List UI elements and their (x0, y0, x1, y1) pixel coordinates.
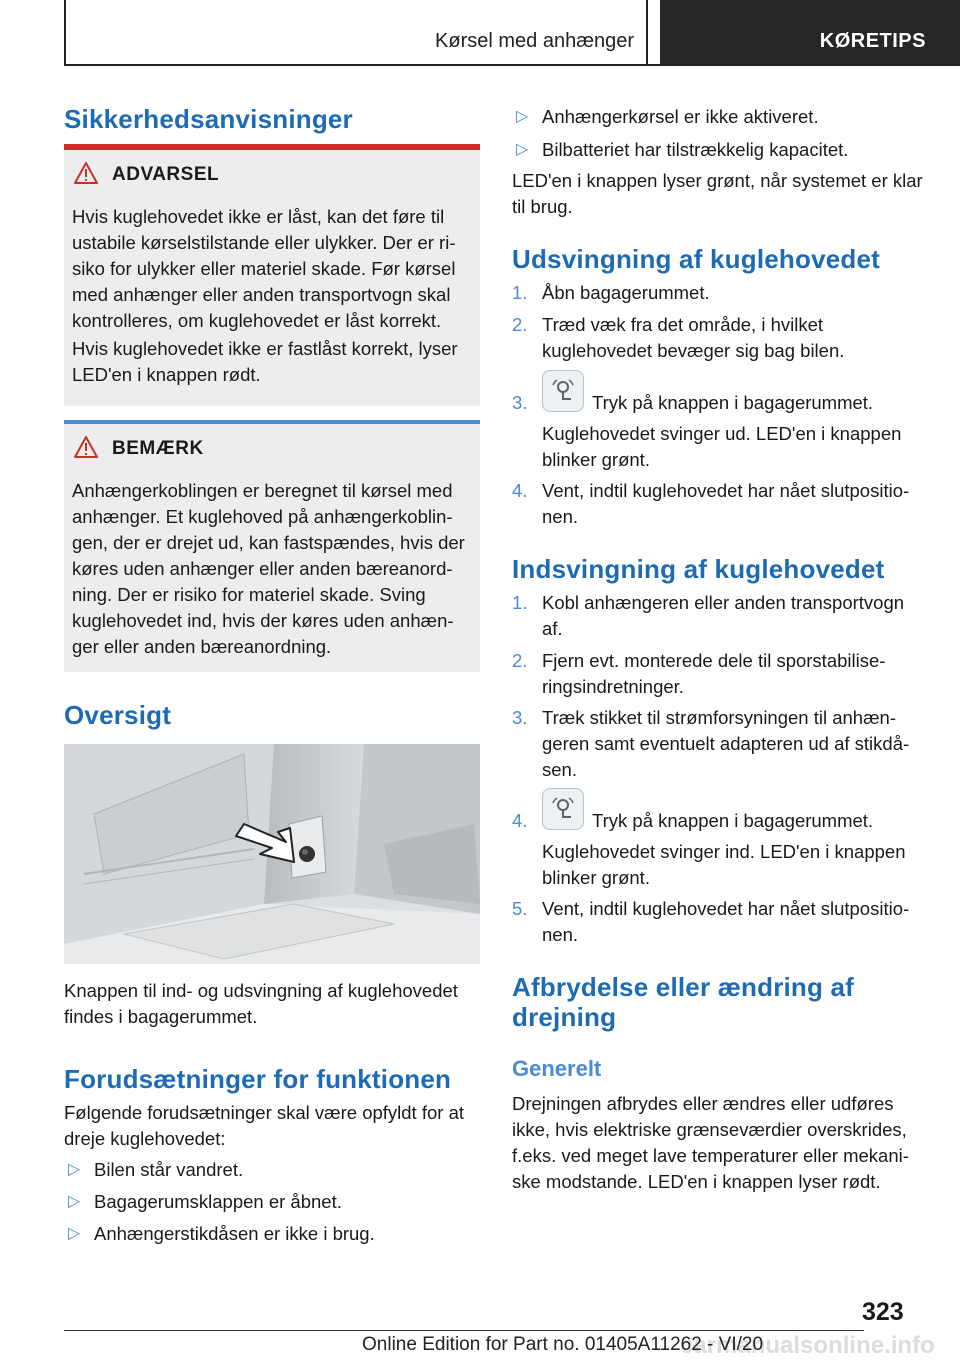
triangle-bullet-icon: ▷ (68, 1225, 81, 1242)
step-number: 2. (512, 314, 528, 335)
photo-caption: Knappen til ind- og udsvingning af kuglehovedet findes i bagagerummet. (64, 980, 458, 1027)
footer-rule (64, 1330, 864, 1331)
step-text: Fjern evt. monterede dele til sporstabilise-ringsindretninger. (542, 650, 886, 697)
warning-icon (74, 162, 98, 184)
step-text: Træd væk fra det område, i hvilket kuglehovedet bevæger sig bag bilen. (542, 314, 845, 361)
trunk-photo (64, 744, 480, 964)
step-number: 3. (512, 707, 528, 728)
notice-box (64, 424, 480, 672)
triangle-bullet-icon: ▷ (516, 141, 529, 158)
step-number: 3. (512, 392, 528, 413)
step-number: 2. (512, 650, 528, 671)
warning-paragraph-1: Hvis kuglehovedet ikke er låst, kan det føre til ustabile kørselstilstande eller ulykker. Der er ri-siko for ulykker eller materiel skade. Før kørsel med anhænger eller anden transportvogn skal kontrolleres, om kuglehovedet er låst korrekt. (72, 206, 456, 331)
watermark: carmanualsonline.info (680, 1332, 935, 1359)
bullet-text: Bilbatteriet har tilstrækkelig kapacitet. (542, 139, 849, 160)
header-rule (64, 64, 960, 66)
header-chapter-tab (660, 0, 960, 66)
header-section-box (64, 0, 648, 64)
step-number: 4. (512, 480, 528, 501)
step-number: 4. (512, 810, 528, 831)
heading-prerequisites: Forudsætninger for funktionen (64, 1064, 452, 1094)
page-header (0, 0, 960, 66)
bullet-text: Anhængerkørsel er ikke aktiveret. (542, 106, 819, 127)
prerequisites-intro: Følgende forudsætninger skal være opfyldt for at dreje kuglehovedet: (64, 1102, 464, 1149)
general-text: Drejningen afbrydes eller ændres eller udføres ikke, hvis elektriske grænseværdier overskrides, f.eks. ved meget lave temperaturer eller mekani-ske modstande. LED'en i knappen lyser rødt. (512, 1093, 909, 1192)
notice-icon (74, 436, 98, 458)
tow-hitch-button-icon (542, 370, 584, 412)
step-text: Tryk på knappen i bagagerummet. (592, 810, 874, 831)
step-text: Åbn bagagerummet. (542, 282, 710, 303)
step-text: Kuglehovedet svinger ud. LED'en i knappen blinker grønt. (542, 423, 902, 470)
bullet-text: Bilen står vandret. (94, 1159, 244, 1180)
step-number: 5. (512, 898, 528, 919)
heading-interruption: Afbrydelse eller ændring af drejning (512, 972, 855, 1032)
step-text: Kobl anhængeren eller anden transportvogn af. (542, 592, 905, 639)
heading-general: Generelt (512, 1056, 602, 1081)
step-number: 1. (512, 282, 528, 303)
footer-edition: Online Edition for Part no. 01405A11262 - VI/20 (362, 1334, 764, 1355)
notice-title: BEMÆRK (112, 438, 204, 459)
header-section-title: Kørsel med anhænger (435, 30, 634, 52)
triangle-bullet-icon: ▷ (68, 1193, 81, 1210)
warning-paragraph-2: Hvis kuglehovedet ikke er fastlåst korrekt, lyser LED'en i knappen rødt. (72, 338, 458, 385)
triangle-bullet-icon: ▷ (516, 108, 529, 125)
step-text: Tryk på knappen i bagagerummet. (592, 392, 874, 413)
tow-hitch-button-icon (542, 788, 584, 830)
header-chapter-title: KØRETIPS (819, 30, 926, 52)
step-text: Vent, indtil kuglehovedet har nået slutpositio-nen. (542, 898, 910, 945)
step-text: Træk stikket til strømforsyningen til anhæn-geren samt eventuelt adapteren ud af stikdå-sen. (542, 707, 910, 780)
heading-overview: Oversigt (64, 700, 172, 730)
triangle-bullet-icon: ▷ (68, 1161, 81, 1178)
bullet-text: Bagagerumsklappen er åbnet. (94, 1191, 342, 1212)
heading-swing-in: Indsvingning af kuglehovedet (512, 554, 885, 584)
heading-safety: Sikkerhedsanvisninger (64, 104, 353, 134)
warning-title: ADVARSEL (112, 164, 220, 185)
trunk-interior-image (64, 744, 480, 964)
led-ready-text: LED'en i knappen lyser grønt, når systemet er klar til brug. (512, 170, 923, 217)
page-number: 323 (862, 1298, 904, 1326)
bullet-text: Anhængerstikdåsen er ikke i brug. (94, 1223, 375, 1244)
step-text: Kuglehovedet svinger ind. LED'en i knappen blinker grønt. (542, 841, 906, 888)
warning-box (64, 150, 480, 406)
heading-swing-out: Udsvingning af kuglehovedet (512, 244, 880, 274)
step-text: Vent, indtil kuglehovedet har nået slutpositio-nen. (542, 480, 910, 527)
notice-paragraph: Anhængerkoblingen er beregnet til kørsel med anhænger. Et kuglehoved på anhængerkoblin-gen, der er drejet ud, kan fastspændes, hvis der køres uden anhænger eller anden bæreanord-ning. Der er risiko for materiel skade. Sving kuglehovedet ind, hvis der køres uden anhæn-ger eller anden bæreanordning. (72, 480, 465, 657)
step-number: 1. (512, 592, 528, 613)
